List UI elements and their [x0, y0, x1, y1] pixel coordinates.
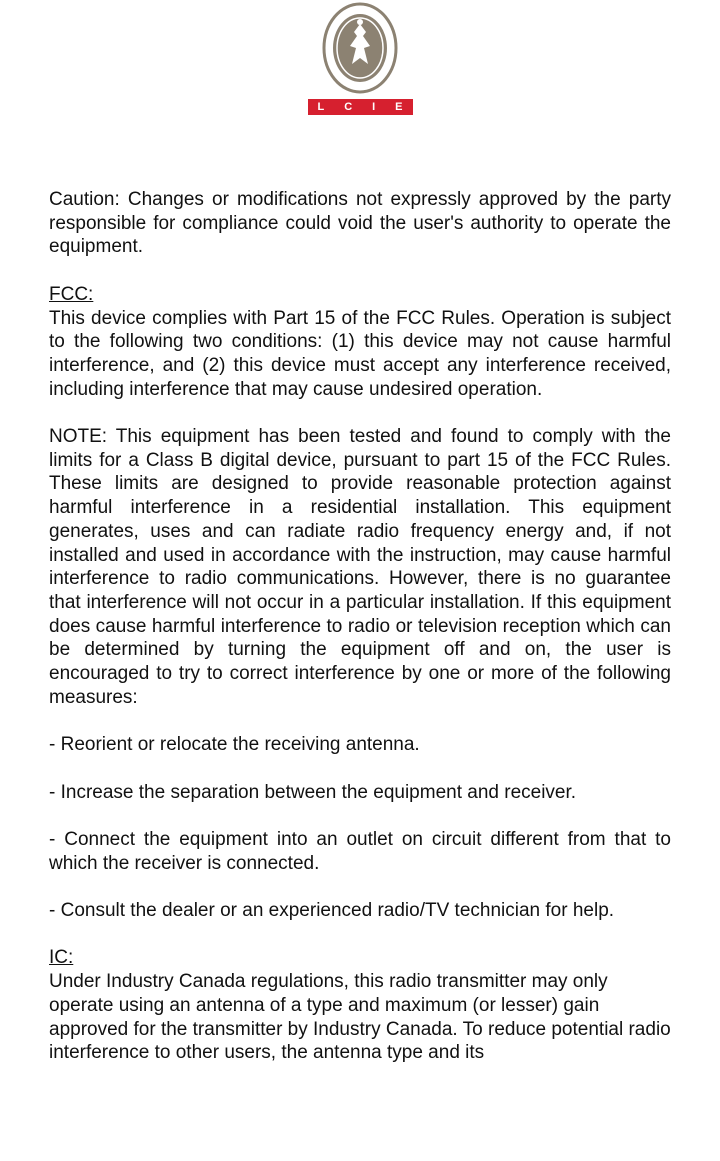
lcie-letter: C: [344, 101, 354, 113]
note-paragraph: NOTE: This equipment has been tested and found to comply with the limits for a Class B digital device, pursuant to part 15 of the FCC Rules. These limits are designed to provide reasonable protection against harmful interference in a residential installation. This equipment generates, uses and can radiate radio frequency energy and, if not installed and used in accordance with the instruction, may cause harmful interference to radio communications. However, there is no guarantee that interference will not occur in a particular installation. If this equipment does cause harmful interference to radio or television reception which can be determined by turning the equipment off and on, the user is encouraged to try to correct interference by one or more of the following measures:: [49, 426, 671, 708]
bureau-veritas-seal-icon: [322, 2, 398, 96]
lcie-letter: L: [317, 101, 326, 113]
lcie-bar: [308, 99, 413, 115]
ic-paragraph: Under Industry Canada regulations, this radio transmitter may only operate using an antenna of a type and maximum (or lesser) gain approved for the transmitter by Industry Canada. To reduce potential radio interference to other users, the antenna type and its: [49, 971, 671, 1064]
fcc-heading: FCC:: [49, 283, 94, 305]
measure-item: - Increase the separation between the equipment and receiver.: [49, 781, 577, 803]
fcc-paragraph: This device complies with Part 15 of the FCC Rules. Operation is subject to the following two conditions: (1) this device may not cause harmful interference, and (2) this device must accept any interference received, including interference that may cause undesired operation.: [49, 307, 671, 400]
measure-item: - Consult the dealer or an experienced radio/TV technician for help.: [49, 900, 615, 921]
bureau-veritas-lcie-logo: [300, 0, 420, 118]
caution-paragraph: Caution: Changes or modifications not expressly approved by the party responsible for compliance could void the user's authority to operate the equipment.: [49, 189, 671, 258]
measure-item: - Connect the equipment into an outlet on circuit different from that to which the receiver is connected.: [49, 828, 671, 874]
measure-item: - Reorient or relocate the receiving antenna.: [49, 734, 420, 756]
document-body: [49, 188, 671, 1065]
lcie-letter: I: [372, 101, 377, 113]
lcie-letter: E: [395, 101, 404, 113]
ic-heading: IC:: [49, 947, 74, 969]
